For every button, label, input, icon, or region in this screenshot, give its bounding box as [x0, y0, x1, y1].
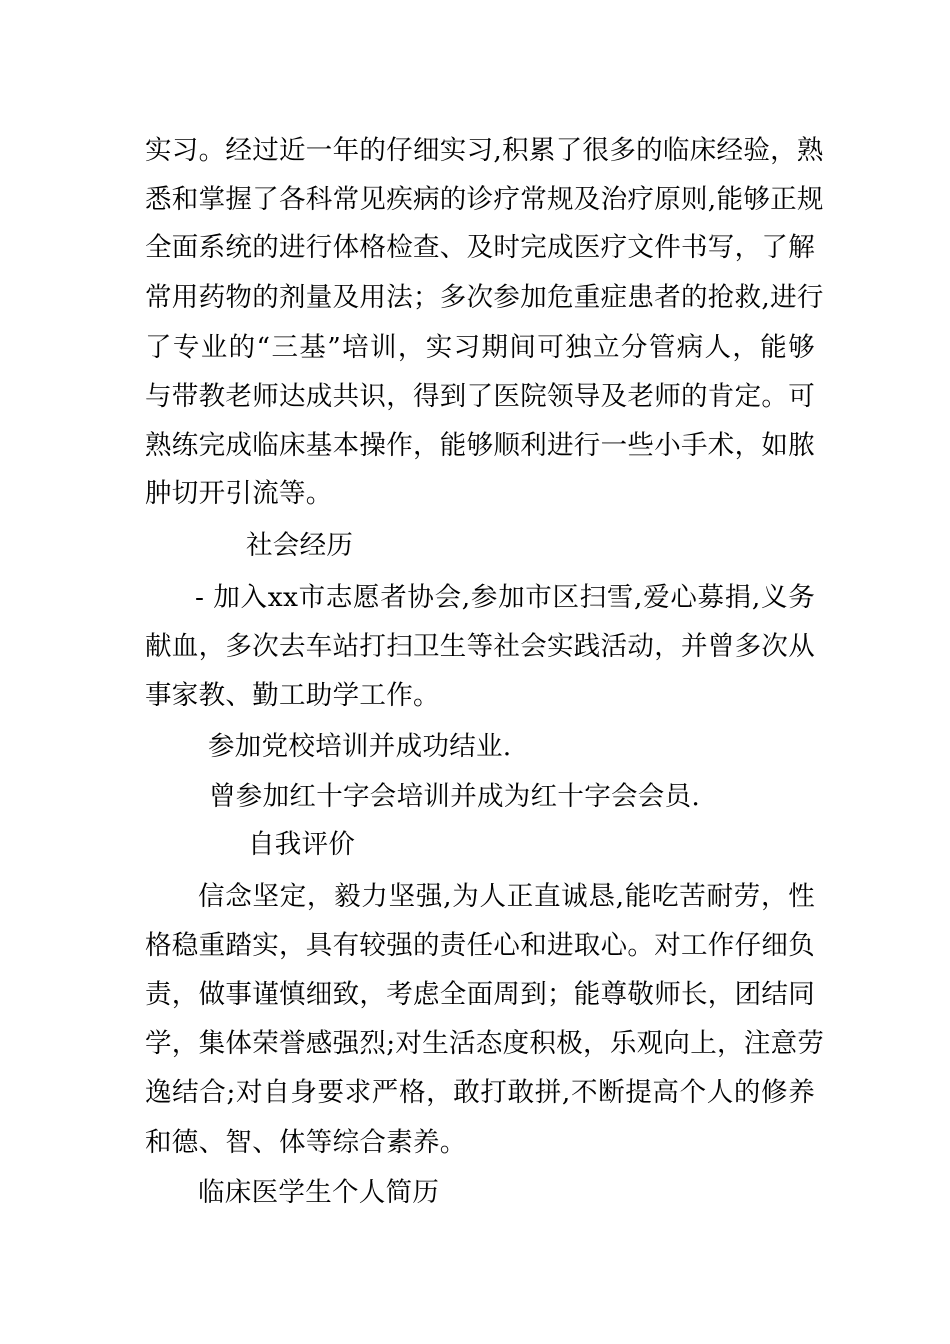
section-heading-self-evaluation: 自我评价: [248, 829, 356, 860]
body-text-line: 事家教、勤工助学工作。: [145, 680, 440, 711]
body-text-line: 了专业的“三基”培训，实习期间可独立分管病人，能够: [145, 332, 815, 363]
body-text-line: 学，集体荣誉感强烈;对生活态度积极，乐观向上，注意劳: [145, 1028, 825, 1059]
body-text-line: 和德、智、体等综合素养。: [145, 1127, 467, 1158]
body-text-line: 逸结合;对自身要求严格，敢打敢拼,不断提高个人的修养: [145, 1077, 815, 1108]
body-text-line: 格稳重踏实，具有较强的责任心和进取心。对工作仔细负: [145, 930, 815, 961]
body-text-line: 常用药物的剂量及用法；多次参加危重症患者的抢救,进行: [145, 282, 824, 313]
body-text-line: 悉和掌握了各科常见疾病的诊疗常规及治疗原则,能够正规: [145, 184, 824, 215]
section-heading-resume-title: 临床医学生个人简历: [198, 1177, 440, 1208]
body-text-line: - 加入xx市志愿者协会,参加市区扫雪,爱心募捐,义务: [195, 582, 815, 613]
body-text-line: 肿切开引流等。: [145, 478, 333, 509]
body-text-line: 责，做事谨慎细致，考虑全面周到；能尊敬师长，团结同: [145, 979, 815, 1010]
body-text-line: 与带教老师达成共识，得到了医院领导及老师的肯定。可: [145, 381, 815, 412]
body-text-line: 参加党校培训并成功结业.: [208, 731, 512, 762]
body-text-line: 实习。经过近一年的仔细实习,积累了很多的临床经验，熟: [145, 135, 824, 166]
body-text-line: 献血，多次去车站打扫卫生等社会实践活动，并曾多次从: [145, 631, 815, 662]
body-text-line: 信念坚定，毅力坚强,为人正直诚恳,能吃苦耐劳，性: [198, 881, 815, 912]
body-text-line: 熟练完成临床基本操作，能够顺利进行一些小手术，如脓: [145, 430, 815, 461]
body-text-line: 全面系统的进行体格检查、及时完成医疗文件书写，了解: [145, 232, 815, 263]
section-heading-social-experience: 社会经历: [246, 530, 354, 561]
body-text-line: 曾参加红十字会培训并成为红十字会会员.: [209, 781, 701, 812]
